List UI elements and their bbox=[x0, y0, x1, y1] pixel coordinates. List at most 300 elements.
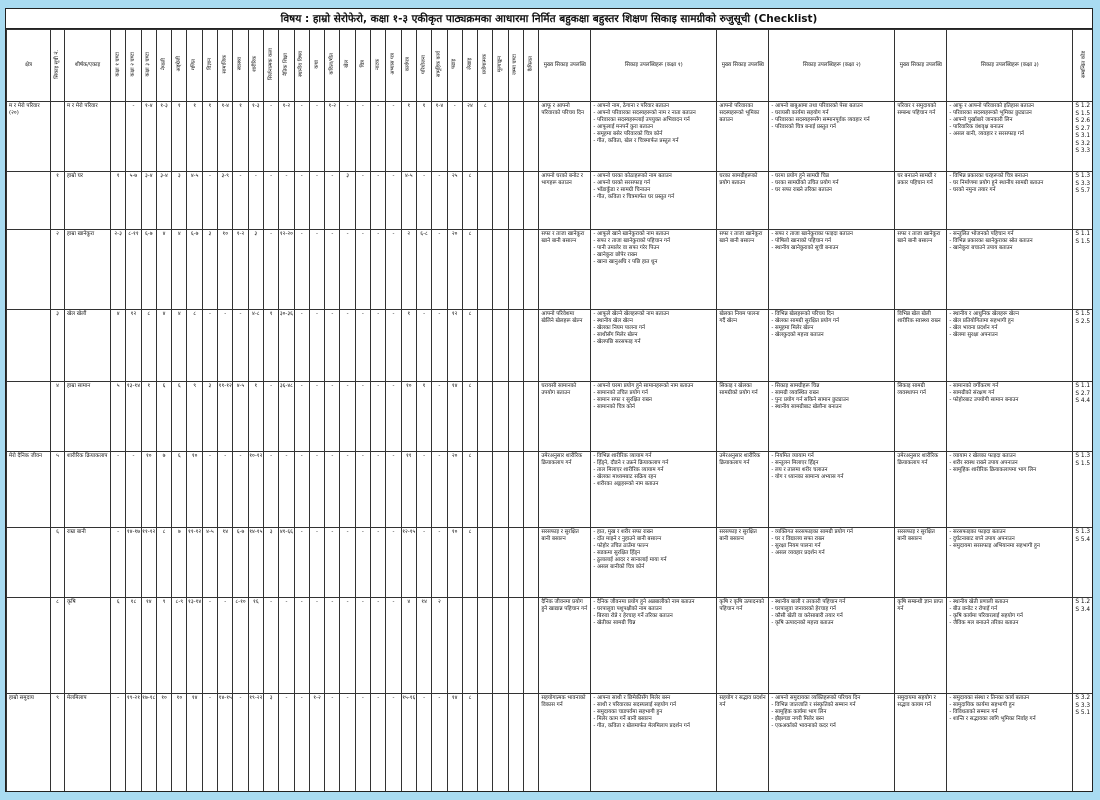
header-col-label: जम्मा घण्टा bbox=[512, 53, 519, 75]
row-cell: १ bbox=[401, 102, 416, 172]
row-codes: S 1.1 S 1.5 bbox=[1073, 230, 1093, 310]
row-cell: २ bbox=[432, 598, 447, 694]
header-col bbox=[279, 30, 294, 102]
row-cell: - bbox=[432, 528, 447, 598]
header-col-label: लेखाइ bbox=[466, 58, 473, 70]
row-cell: ३ bbox=[172, 172, 187, 230]
row-goals1 bbox=[591, 230, 717, 310]
row-cell: ८-१० bbox=[233, 598, 248, 694]
row-cell bbox=[493, 452, 508, 528]
row-cell: - bbox=[325, 172, 340, 230]
goal-item: - आफ्नो घरका कोठाहरूको नाम बताउन bbox=[593, 173, 714, 180]
row-cell: - bbox=[371, 528, 386, 598]
row-cell: ४ bbox=[401, 598, 416, 694]
goal-item: - असल बानी, व्यवहार र सरसफाइ गर्न bbox=[949, 131, 1070, 138]
row-goals1 bbox=[591, 598, 717, 694]
row-theme bbox=[7, 230, 51, 310]
goal-item: - फोहोरबाट उपयोगी सामान बनाउन bbox=[949, 397, 1070, 404]
row-theme bbox=[7, 310, 51, 382]
row-cell: १-४ bbox=[432, 102, 447, 172]
row-cell: - bbox=[371, 694, 386, 793]
goal-list bbox=[949, 529, 1070, 550]
row-main3: परिवार र समुदायको सम्बन्ध पहिचान गर्न bbox=[895, 102, 947, 172]
header-col-label: स्वास्थ्य bbox=[237, 57, 244, 71]
row-subtheme: म र मेरो परिवार bbox=[65, 102, 111, 172]
row-main3: समुदायमा सहयोग र सद्भाव कायम गर्न bbox=[895, 694, 947, 793]
goal-item: - जैविक मल बनाउने तरिका बताउन bbox=[949, 620, 1070, 627]
row-cell: ८-११ bbox=[126, 230, 141, 310]
row-sn bbox=[51, 102, 65, 172]
goal-item: - कौसी खेती वा करेसाबारी तयार गर्न bbox=[771, 613, 892, 620]
goal-item: - सफा र ताजा खानेकुराको पहिचान गर्न bbox=[593, 238, 714, 245]
row-cell: १ bbox=[401, 310, 416, 382]
header-col-label: कक्षा २ घण्टा bbox=[130, 51, 137, 77]
row-theme bbox=[7, 528, 51, 598]
row-cell bbox=[478, 310, 493, 382]
goal-item: - खेल भावना प्रदर्शन गर्न bbox=[949, 325, 1070, 332]
goal-item: - खानेकुरा बचाउने उपाय बताउन bbox=[949, 245, 1070, 252]
header-col bbox=[447, 30, 462, 102]
row-cell: १० bbox=[141, 452, 156, 528]
row-cell: - bbox=[126, 452, 141, 528]
row-cell: - bbox=[325, 452, 340, 528]
row-cell: - bbox=[294, 230, 309, 310]
row-main2: घरका सामग्रीहरूको प्रयोग बताउन bbox=[717, 172, 769, 230]
row-cell bbox=[478, 598, 493, 694]
row-cell: ३ bbox=[263, 528, 278, 598]
row-cell bbox=[493, 172, 508, 230]
row-cell: - bbox=[386, 528, 401, 598]
row-cell: १० bbox=[156, 694, 171, 793]
row-cell: - bbox=[248, 172, 263, 230]
row-cell: १० bbox=[401, 382, 416, 452]
row-cell: ६ bbox=[111, 598, 126, 694]
goal-item: - घर निर्माणमा प्रयोग हुने स्थानीय सामग्री बताउन bbox=[949, 180, 1070, 187]
goal-item: - आफ्नो परिवारका सदस्यहरूको नाम र नाता बताउन bbox=[593, 110, 714, 117]
row-cell: - bbox=[263, 452, 278, 528]
row-goals3 bbox=[947, 598, 1073, 694]
header-subtheme: शीर्षक/एकाइ bbox=[65, 30, 111, 102]
row-cell bbox=[493, 528, 508, 598]
header-col bbox=[172, 30, 187, 102]
row-cell: - bbox=[371, 382, 386, 452]
goal-list bbox=[771, 103, 892, 131]
goal-item: - आफ्नो घरको सरसफाइ गर्न bbox=[593, 180, 714, 187]
row-sn: ९ bbox=[51, 694, 65, 793]
header-hdr3: मुख्य सिकाइ उपलब्धि bbox=[717, 30, 769, 102]
goal-list bbox=[949, 103, 1070, 138]
header-codes bbox=[1073, 30, 1093, 102]
row-cell: ४ bbox=[111, 310, 126, 382]
row-cell: - bbox=[294, 172, 309, 230]
row-cell: ४-५ bbox=[202, 528, 217, 598]
table-row bbox=[7, 230, 1094, 310]
header-col bbox=[432, 30, 447, 102]
row-cell: १८ bbox=[126, 598, 141, 694]
row-cell: १ bbox=[263, 310, 278, 382]
header-col bbox=[508, 30, 523, 102]
header-col bbox=[218, 30, 233, 102]
goal-item: - सिकाइ सामग्रीहरू चिन्न bbox=[771, 383, 892, 390]
goal-list bbox=[593, 529, 714, 571]
row-cell bbox=[524, 598, 539, 694]
row-cell: ६-७ bbox=[141, 230, 156, 310]
table-row bbox=[7, 102, 1094, 172]
row-main1: घरायसी सामानको उपयोग बताउन bbox=[539, 382, 591, 452]
row-cell: - bbox=[325, 382, 340, 452]
row-cell bbox=[447, 598, 462, 694]
goal-item: - कृषि उत्पादनको महत्त्व बताउन bbox=[771, 620, 892, 627]
row-goals1 bbox=[591, 452, 717, 528]
row-cell: - bbox=[386, 310, 401, 382]
goal-list bbox=[771, 599, 892, 627]
header-col bbox=[462, 30, 477, 102]
row-cell: - bbox=[416, 528, 431, 598]
row-cell: - bbox=[111, 452, 126, 528]
header-col bbox=[371, 30, 386, 102]
goal-item: - साथी र परिवारका सदस्यलाई सहयोग गर्न bbox=[593, 702, 714, 709]
goal-list bbox=[593, 231, 714, 266]
row-main1: सरसफाइ र सुरक्षित बानी बसाल्न bbox=[539, 528, 591, 598]
row-cell: - bbox=[386, 102, 401, 172]
row-goals3 bbox=[947, 382, 1073, 452]
goal-item: - लय र तालमा शरीर चलाउन bbox=[771, 467, 892, 474]
row-subtheme: हाम्रा सामान bbox=[65, 382, 111, 452]
goal-list bbox=[593, 103, 714, 145]
row-cell: १० bbox=[447, 528, 462, 598]
header-col-label: सिर्जनात्मक कला bbox=[267, 48, 274, 80]
row-cell bbox=[508, 598, 523, 694]
row-subtheme: हाम्रो घर bbox=[65, 172, 111, 230]
row-sn: २ bbox=[51, 230, 65, 310]
row-cell: ११-१२ bbox=[141, 528, 156, 598]
row-goals3 bbox=[947, 310, 1073, 382]
row-cell: १४ bbox=[416, 598, 431, 694]
row-main3: कृषि सम्बन्धी ज्ञान प्राप्त गर्न bbox=[895, 598, 947, 694]
goal-item: - आफ्नो घरमा प्रयोग हुने सामानहरूको नाम बताउन bbox=[593, 383, 714, 390]
goal-item: - सरसफाइका फाइदा बताउन bbox=[949, 529, 1070, 536]
goal-item: - खेलका सामग्री सुरक्षित प्रयोग गर्न bbox=[771, 318, 892, 325]
row-cell: - bbox=[386, 230, 401, 310]
row-cell: १४ bbox=[447, 694, 462, 793]
goal-item: - समूहमा मिलेर खेल्न bbox=[771, 325, 892, 332]
row-cell bbox=[111, 102, 126, 172]
row-codes: S 1.2 S 1.5 S 2.6 S 2.7 S 3.1 S 3.2 S 3.3 bbox=[1073, 102, 1093, 172]
row-cell: १ bbox=[111, 172, 126, 230]
row-main2: खेलका नियम पालना गर्दै खेल्न bbox=[717, 310, 769, 382]
row-goals3 bbox=[947, 528, 1073, 598]
row-cell: ६ bbox=[172, 382, 187, 452]
row-goals2 bbox=[769, 310, 895, 382]
document-title: विषय : हाम्रो सेरोफेरो, कक्षा १-३ एकीकृत पाठ्यक्रमका आधारमा निर्मित बहुकक्षा बहुस्तर शिक्षण सिकाइ सामग्रीको रुजुसूची (Checklist) bbox=[6, 9, 1092, 29]
row-cell: ७ bbox=[172, 528, 187, 598]
row-cell: - bbox=[233, 694, 248, 793]
goal-item: - परिवारको चित्र बनाई प्रस्तुत गर्न bbox=[771, 124, 892, 131]
row-cell: ८ bbox=[462, 694, 477, 793]
row-subtheme: खेल खेलौं bbox=[65, 310, 111, 382]
row-cell: ४ bbox=[172, 310, 187, 382]
header-row bbox=[7, 30, 1094, 102]
row-cell: - bbox=[432, 382, 447, 452]
row-cell bbox=[493, 102, 508, 172]
goal-list bbox=[949, 173, 1070, 194]
row-cell: १ bbox=[248, 382, 263, 452]
row-cell: - bbox=[309, 102, 324, 172]
table-row bbox=[7, 310, 1094, 382]
row-cell: १-२ bbox=[279, 102, 294, 172]
goal-item: - पानी उमालेर वा सफा गरेर पिउन bbox=[593, 245, 714, 252]
goal-list bbox=[593, 311, 714, 346]
header-col bbox=[156, 30, 171, 102]
header-col-label: मूल्याङ्कन bbox=[497, 55, 504, 72]
row-cell: १-२ bbox=[309, 694, 324, 793]
row-cell: - bbox=[263, 382, 278, 452]
row-main2: कृषि र कृषि उत्पादनको पहिचान गर्न bbox=[717, 598, 769, 694]
goal-item: - आफ्ना साथी र छिमेकीसँग मिलेर बस्न bbox=[593, 695, 714, 702]
row-goals2 bbox=[769, 598, 895, 694]
goal-item: - विभिन्न शारीरिक व्यायाम गर्न bbox=[593, 453, 714, 460]
row-main2: सरसफाइ र सुरक्षित बानी बसाल्न bbox=[717, 528, 769, 598]
row-cell: १२ bbox=[447, 310, 462, 382]
header-col bbox=[325, 30, 340, 102]
row-main2: सिकाइ र खेलका सामग्रीको प्रयोग गर्न bbox=[717, 382, 769, 452]
row-cell: ४ bbox=[172, 230, 187, 310]
goal-item: - दैनिक जीवनमा प्रयोग हुने अन्नबालीको नाम बताउन bbox=[593, 599, 714, 606]
row-cell: १-३ bbox=[156, 102, 171, 172]
header-sn-label: सिकाइ सूची नं. bbox=[54, 49, 61, 79]
header-col bbox=[340, 30, 355, 102]
goal-list bbox=[949, 383, 1070, 404]
header-col-label: कविता/गीत bbox=[328, 53, 335, 75]
row-codes: S 1.3 S 5.4 bbox=[1073, 528, 1093, 598]
row-cell: - bbox=[233, 172, 248, 230]
goal-item: - घर सफा राख्ने तरिका बताउन bbox=[771, 187, 892, 194]
goal-item: - खेलकुदको महत्त्व बताउन bbox=[771, 332, 892, 339]
goal-item: - एकअर्काको भावनाको कदर गर्न bbox=[771, 723, 892, 730]
goal-item: - खेलका नियम पालना गर्न bbox=[593, 325, 714, 332]
goal-item: - खेल प्रतियोगितामा सहभागी हुन bbox=[949, 318, 1070, 325]
row-cell bbox=[524, 172, 539, 230]
row-cell: - bbox=[325, 528, 340, 598]
row-sn: ३ bbox=[51, 310, 65, 382]
row-codes: S 1.1 S 2.7 S 4.4 bbox=[1073, 382, 1093, 452]
row-cell: ६ bbox=[172, 452, 187, 528]
row-cell: - bbox=[309, 598, 324, 694]
row-cell bbox=[524, 382, 539, 452]
goal-item: - हिँड्ने, दौडने र उफ्रने क्रियाकलाप गर्न bbox=[593, 460, 714, 467]
header-col-label: खेल bbox=[344, 60, 351, 68]
row-goals2 bbox=[769, 382, 895, 452]
row-cell: ८ bbox=[187, 310, 202, 382]
row-cell: १ bbox=[416, 102, 431, 172]
goal-item: - खेलमा सुरक्षा अपनाउन bbox=[949, 332, 1070, 339]
goal-item: - विभिन्न प्रकारका खानेकुराका स्रोत बताउन bbox=[949, 238, 1070, 245]
goal-item: - सुरक्षा नियम पालना गर्न bbox=[771, 543, 892, 550]
row-codes: S 3.2 S 3.3 S 5.1 bbox=[1073, 694, 1093, 793]
goal-item: - नियमित व्यायाम गर्न bbox=[771, 453, 892, 460]
header-sn bbox=[51, 30, 65, 102]
header-col-label: सामाजिक bbox=[221, 54, 228, 74]
row-cell bbox=[478, 528, 493, 598]
goal-list bbox=[949, 231, 1070, 252]
row-cell: - bbox=[325, 694, 340, 793]
row-goals3 bbox=[947, 452, 1073, 528]
row-main1: सहयोगात्मक भावनाको विकास गर्न bbox=[539, 694, 591, 793]
row-cell: - bbox=[263, 230, 278, 310]
header-col-label: परियोजना bbox=[420, 54, 427, 74]
row-cell: ८ bbox=[462, 452, 477, 528]
row-goals1 bbox=[591, 528, 717, 598]
row-cell: - bbox=[309, 230, 324, 310]
row-cell: - bbox=[340, 694, 355, 793]
table-row bbox=[7, 452, 1094, 528]
row-cell: - bbox=[218, 452, 233, 528]
goal-list bbox=[593, 599, 714, 627]
row-subtheme: कृषि bbox=[65, 598, 111, 694]
row-sn: १ bbox=[51, 172, 65, 230]
row-cell: - bbox=[279, 598, 294, 694]
table-row bbox=[7, 172, 1094, 230]
goal-item: - स्थानीय खेल खेल्न bbox=[593, 318, 714, 325]
goal-item: - फोहोर उचित ठाउँमा फाल्न bbox=[593, 543, 714, 550]
row-main3: सफा र ताजा खानेकुरा खाने बानी बसाल्न bbox=[895, 230, 947, 310]
header-col-label: गणित bbox=[191, 58, 198, 70]
row-cell: ४ bbox=[156, 230, 171, 310]
row-cell: - bbox=[294, 598, 309, 694]
header-codes-label: सम्बन्धित कोड bbox=[1081, 50, 1088, 78]
row-cell: - bbox=[309, 452, 324, 528]
row-cell: - bbox=[371, 172, 386, 230]
row-cell: - bbox=[416, 452, 431, 528]
row-cell: ८-९ bbox=[172, 598, 187, 694]
row-cell bbox=[524, 452, 539, 528]
goal-item: - विभिन्न जातजाति र संस्कृतिको सम्मान गर्न bbox=[771, 702, 892, 709]
row-cell: १४ bbox=[187, 694, 202, 793]
row-cell: १-२ bbox=[325, 102, 340, 172]
goal-item: - आफूले खाने खानेकुराको नाम बताउन bbox=[593, 231, 714, 238]
row-cell bbox=[493, 598, 508, 694]
row-goals3 bbox=[947, 102, 1073, 172]
row-cell bbox=[493, 310, 508, 382]
row-cell: २ bbox=[401, 230, 416, 310]
goal-item: - आफ्नो पुर्खाबारे जानकारी लिन bbox=[949, 117, 1070, 124]
header-col-label: अङ्ग्रेजी bbox=[175, 56, 182, 72]
row-cell: ८ bbox=[462, 528, 477, 598]
row-cell bbox=[524, 102, 539, 172]
header-col bbox=[248, 30, 263, 102]
row-goals3 bbox=[947, 230, 1073, 310]
row-cell: - bbox=[294, 528, 309, 598]
goal-item: - व्यक्तिगत सरसफाइका सामग्री प्रयोग गर्न bbox=[771, 529, 892, 536]
row-cell: १६ bbox=[248, 598, 263, 694]
row-cell: - bbox=[432, 230, 447, 310]
goal-item: - सामुदायिक कार्यमा सहभागी हुन bbox=[949, 702, 1070, 709]
goal-item: - बिरुवा रोप्ने र हेरचाह गर्ने तरिका बताउन bbox=[593, 613, 714, 620]
row-main1: आफ्नो परिवेशमा खेलिने खेलहरू खेल्न bbox=[539, 310, 591, 382]
row-goals3 bbox=[947, 172, 1073, 230]
goal-item: - झैझगडा नगरी मिलेर बस्न bbox=[771, 716, 892, 723]
row-cell: ५-७ bbox=[126, 172, 141, 230]
row-theme: म र मेरो परिवार (२०) bbox=[7, 102, 51, 172]
row-cell: - bbox=[279, 694, 294, 793]
goal-item: - पुनः प्रयोग गर्न सकिने सामान छुट्याउन bbox=[771, 397, 892, 404]
row-cell: - bbox=[294, 310, 309, 382]
row-sn: ८ bbox=[51, 598, 65, 694]
row-cell bbox=[493, 694, 508, 793]
goal-item: - परिवारका सदस्यहरूलाई उपयुक्त अभिवादन गर्न bbox=[593, 117, 714, 124]
table-row bbox=[7, 382, 1094, 452]
goal-item: - सामान सफा र सुरक्षित राख्न bbox=[593, 397, 714, 404]
goal-item: - घरको नमुना तयार गर्न bbox=[949, 187, 1070, 194]
header-col-label: शारीरिक bbox=[252, 56, 259, 72]
row-cell: - bbox=[111, 528, 126, 598]
goal-item: - आफू र आफ्नो परिवारको इतिहास बताउन bbox=[949, 103, 1070, 110]
row-cell: २४ bbox=[462, 102, 477, 172]
row-cell: - bbox=[355, 310, 370, 382]
row-cell: ३ bbox=[263, 694, 278, 793]
row-cell: ४ bbox=[156, 310, 171, 382]
row-cell: - bbox=[111, 694, 126, 793]
goal-item: - खाना खानुअघि र पछि हात धुन bbox=[593, 259, 714, 266]
row-cell bbox=[508, 382, 523, 452]
row-cell: १ bbox=[141, 382, 156, 452]
row-cell bbox=[478, 172, 493, 230]
row-main3: सरसफाइ र सुरक्षित बानी बसाल्न bbox=[895, 528, 947, 598]
row-cell: ४-५ bbox=[401, 172, 416, 230]
header-col-label: विज्ञान bbox=[206, 58, 213, 70]
goal-item: - असल बानीको चित्र कोर्न bbox=[593, 564, 714, 571]
row-main1: आफ्नो घरको बनोट र भागहरू बताउन bbox=[539, 172, 591, 230]
row-cell: ३-४ bbox=[156, 172, 171, 230]
row-cell: - bbox=[340, 528, 355, 598]
goal-item: - विविधताको सम्मान गर्न bbox=[949, 709, 1070, 716]
row-cell: १४ bbox=[218, 528, 233, 598]
row-cell bbox=[524, 230, 539, 310]
goal-item: - आफ्नो बाबुआमा तथा परिवारको पेसा बताउन bbox=[771, 103, 892, 110]
table-row bbox=[7, 598, 1094, 694]
goal-item: - विभिन्न खेलहरूको परिचय दिन bbox=[771, 311, 892, 318]
goal-item: - साथीसँग मिलेर खेल्न bbox=[593, 332, 714, 339]
row-cell: ७ bbox=[156, 452, 171, 528]
row-cell: १-४ bbox=[218, 102, 233, 172]
row-cell: १९-२१ bbox=[126, 694, 141, 793]
row-cell: - bbox=[340, 452, 355, 528]
row-goals1 bbox=[591, 694, 717, 793]
row-cell: ८ bbox=[462, 382, 477, 452]
row-cell: - bbox=[218, 310, 233, 382]
row-cell: - bbox=[340, 382, 355, 452]
header-col bbox=[233, 30, 248, 102]
row-main3: घर बनाउने सामग्री र प्रकार पहिचान गर्न bbox=[895, 172, 947, 230]
row-cell: - bbox=[355, 172, 370, 230]
row-cell: ३ bbox=[340, 172, 355, 230]
goal-item: - समुदायमा सरसफाइ अभियानमा सहभागी हुन bbox=[949, 543, 1070, 550]
row-cell: ८ bbox=[156, 528, 171, 598]
goal-item: - मिलेर काम गर्ने बानी बसाल्न bbox=[593, 716, 714, 723]
row-cell: - bbox=[355, 598, 370, 694]
goal-item: - पोषिलो खानाको पहिचान गर्न bbox=[771, 238, 892, 245]
row-cell: १ bbox=[172, 102, 187, 172]
header-col-label: कक्षा ३ घण्टा bbox=[145, 51, 152, 77]
goal-list bbox=[771, 453, 892, 481]
goal-list bbox=[771, 529, 892, 557]
goal-item: - घरमा प्रयोग हुने सामग्री चिन्न bbox=[771, 173, 892, 180]
header-col bbox=[386, 30, 401, 102]
row-cell: १० bbox=[218, 230, 233, 310]
goal-item: - सामूहिक कार्यमा भाग लिन bbox=[771, 709, 892, 716]
row-cell: - bbox=[325, 598, 340, 694]
row-goals1 bbox=[591, 382, 717, 452]
